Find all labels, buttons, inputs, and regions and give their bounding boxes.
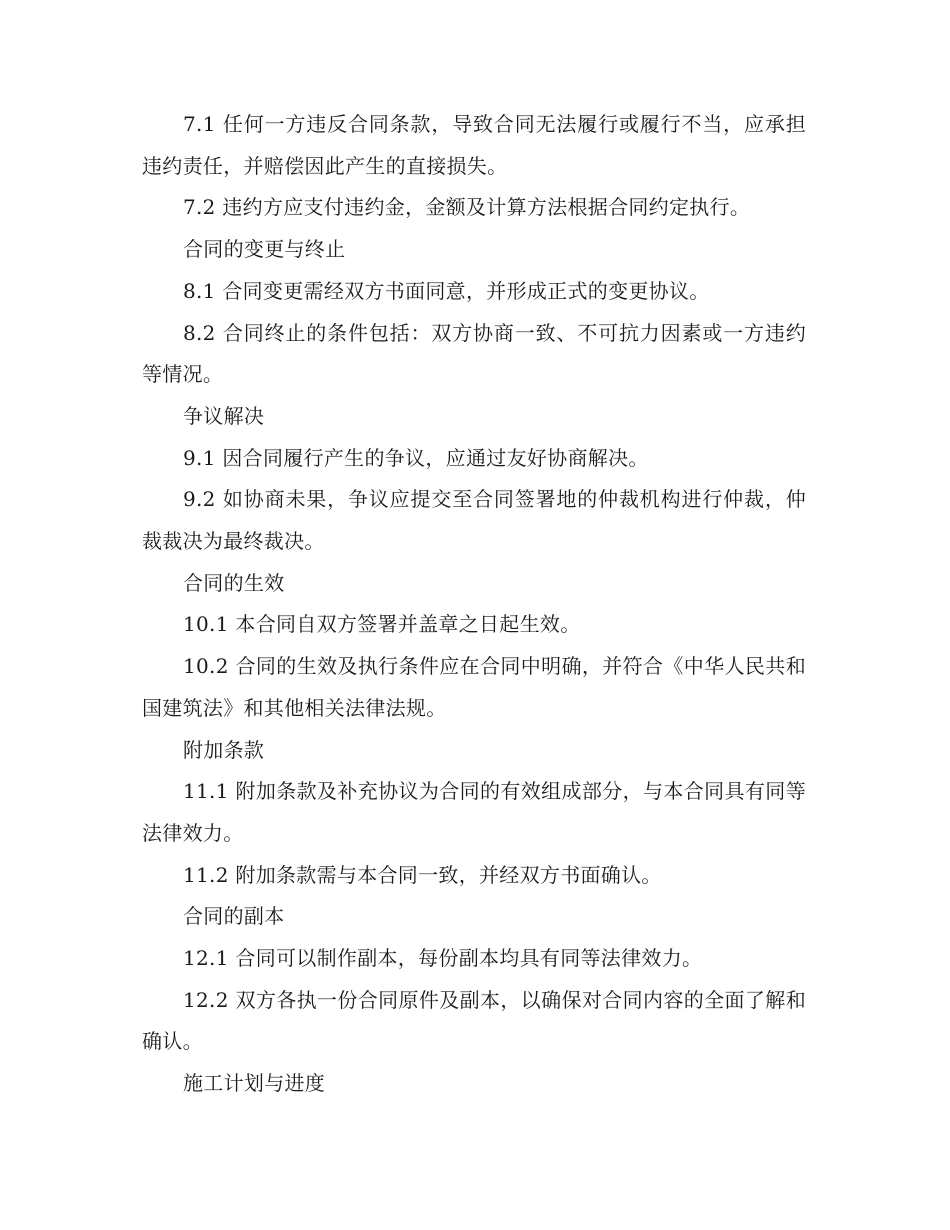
clause-10-2: 10.2 合同的生效及执行条件应在合同中明确，并符合《中华人民共和国建筑法》和其他相关法律法规。: [142, 654, 806, 720]
clause-10-1: 10.1 本合同自双方签署并盖章之日起生效。: [183, 612, 581, 637]
clause-11-1: 11.1 附加条款及补充协议为合同的有效组成部分，与本合同具有同等法律效力。: [142, 779, 806, 845]
section-heading-additional-terms: 附加条款: [183, 737, 265, 762]
section-heading-effectiveness: 合同的生效: [183, 570, 285, 595]
clause-7-1: 7.1 任何一方违反合同条款，导致合同无法履行或履行不当，应承担违约责任，并赔偿因此产生的直接损失。: [142, 112, 806, 178]
section-heading-change-termination: 合同的变更与终止: [183, 237, 346, 262]
clause-12-2: 12.2 双方各执一份合同原件及副本，以确保对合同内容的全面了解和确认。: [142, 987, 806, 1054]
section-heading-copies: 合同的副本: [183, 904, 285, 929]
clause-11-2: 11.2 附加条款需与本合同一致，并经双方书面确认。: [183, 862, 662, 887]
clause-9-1: 9.1 因合同履行产生的争议，应通过友好协商解决。: [183, 445, 649, 470]
clause-8-2: 8.2 合同终止的条件包括：双方协商一致、不可抗力因素或一方违约等情况。: [142, 320, 806, 387]
clause-8-1: 8.1 合同变更需经双方书面同意，并形成正式的变更协议。: [183, 278, 710, 303]
clause-9-2: 9.2 如协商未果，争议应提交至合同签署地的仲裁机构进行仲裁，仲裁裁决为最终裁决。: [142, 487, 806, 554]
section-heading-construction-plan: 施工计划与进度: [183, 1071, 326, 1096]
section-heading-dispute-resolution: 争议解决: [183, 403, 265, 428]
clause-12-1: 12.1 合同可以制作副本，每份副本均具有同等法律效力。: [183, 946, 703, 971]
document-body: [142, 104, 806, 1105]
clause-7-2: 7.2 违约方应支付违约金，金额及计算方法根据合同约定执行。: [183, 195, 751, 220]
